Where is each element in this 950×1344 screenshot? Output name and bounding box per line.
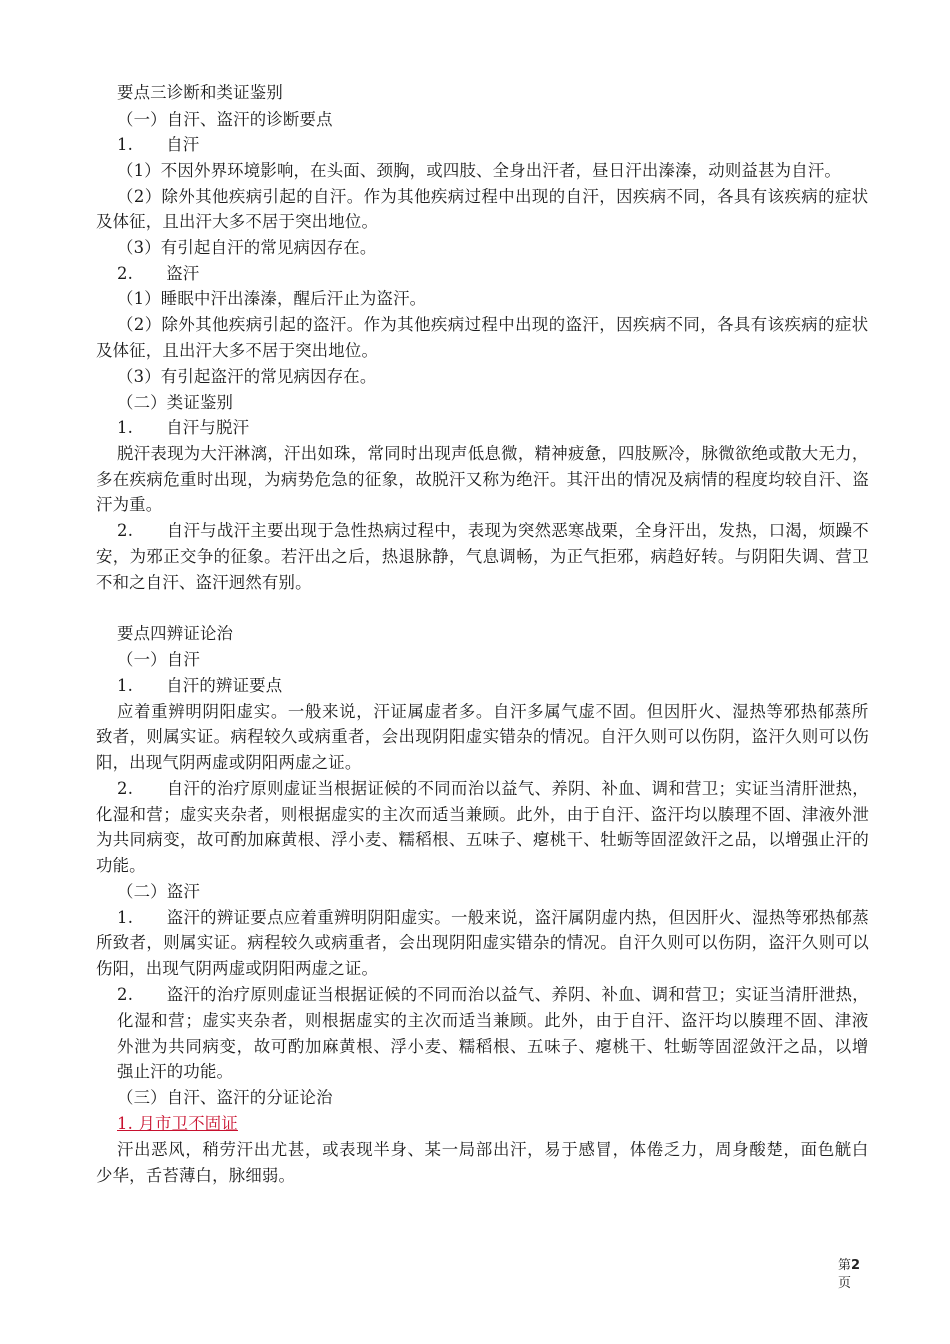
text-line: 及体征，且出汗大多不居于突出地位。 [96,341,379,360]
text-line: 所致者，则属实证。病程较久或病重者，会出现阴阳虚实错杂的情况。自汗久则可以伤阴，盗汗久则可以 [96,933,870,952]
text-line: （3）有引起自汗的常见病因存在。 [117,238,377,257]
text-line: 要点三诊断和类证鉴别 [117,83,283,102]
text-line: 化湿和营；虚实夹杂者，则根据虚实的主次而适当兼顾。此外，由于自汗、盗汗均以腠理不固、津液外泄 [96,805,870,824]
text-line: 1. 自汗的辨证要点 [117,676,283,695]
text-line: 为共同病变，故可酌加麻黄根、浮小麦、糯稻根、五味子、瘪桃干、牡蛎等固涩敛汗之品，以增强止汗的 [96,830,870,849]
text-line: 多在疾病危重时出现，为病势危急的征象，故脱汗又称为绝汗。其汗出的情况及病情的程度均较自汗、盗 [96,470,870,489]
text-line: （二）盗汗 [117,882,200,901]
text-line: 1. 自汗与脱汗 [117,418,250,437]
text-line: （2）除外其他疾病引起的盗汗。作为其他疾病过程中出现的盗汗，因疾病不同，各具有该疾病的症状 [117,315,869,334]
text-line: 1. 月市卫不固证 [117,1114,238,1133]
text-line: （2）除外其他疾病引起的自汗。作为其他疾病过程中出现的自汗，因疾病不同，各具有该疾病的症状 [117,187,869,206]
text-line: 功能。 [96,856,146,875]
text-line: 强止汗的功能。 [117,1062,234,1081]
text-line: 脱汗表现为大汗淋漓，汗出如珠，常同时出现声低息微，精神疲惫，四肢厥冷，脉微欲绝或散大无力， [117,444,869,463]
text-line: （1）不因外界环境影响，在头面、颈胸，或四肢、全身出汗者，昼日汗出溱溱，动则益甚为自汗。 [117,161,842,180]
text-line: 2. 自汗与战汗主要出现于急性热病过程中，表现为突然恶寒战栗，全身汗出，发热，口渴，烦躁不 [117,521,870,540]
text-line: 要点四辨证论治 [117,624,234,643]
text-line: 1. 自汗 [117,135,200,154]
text-line: 汗为重。 [96,495,163,514]
text-line: 应着重辨明阴阳虚实。一般来说，汗证属虚者多。自汗多属气虚不固。但因肝火、湿热等邪热郁蒸所 [117,702,869,721]
text-line: 2. 自汗的治疗原则虚证当根据证候的不同而治以益气、养阴、补血、调和营卫；实证当清肝泄热， [117,779,870,798]
text-line: （一）自汗、盗汗的诊断要点 [117,110,333,129]
text-line: 2. 盗汗的治疗原则虚证当根据证候的不同而治以益气、养阴、补血、调和营卫；实证当清肝泄热， [117,985,870,1004]
text-line: （三）自汗、盗汗的分证论治 [117,1088,333,1107]
page-number-suffix [838,1276,851,1292]
text-line: （一）自汗 [117,650,200,669]
text-line: 伤阳，出现气阴两虚或阴阳两虚之证。 [96,959,379,978]
text-line: 1. 盗汗的辨证要点应着重辨明阴阳虚实。一般来说，盗汗属阴虚内热，但因肝火、湿热等邪热郁蒸 [117,908,870,927]
text-line: 汗出恶风，稍劳汗出尤甚，或表现半身、某一局部出汗，易于感冒，体倦乏力，周身酸楚，面色觥白 [117,1140,869,1159]
page-number-suffix-text: 页 [838,1276,852,1291]
text-line: 阳，出现气阴两虚或阴阳两虚之证。 [96,753,362,772]
text-line: （3）有引起盗汗的常见病因存在。 [117,367,377,386]
text-line: 安，为邪正交争的征象。若汗出之后，热退脉静，气息调畅，为正气拒邪，病趋好转。与阴阳失调、营卫 [96,547,870,566]
text-line: 致者，则属实证。病程较久或病重者，会出现阴阳虚实错杂的情况。自汗久则可以伤阴，盗汗久则可以伤 [96,727,870,746]
text-line: （二）类证鉴别 [117,393,234,412]
text-line: 及体征，且出汗大多不居于突出地位。 [96,212,379,231]
text-line: 2. 盗汗 [117,264,200,283]
page-number-prefix: 第 [838,1258,852,1273]
text-line: 不和之自汗、盗汗迥然有别。 [96,573,312,592]
page-number-value: 2 [851,1258,861,1273]
page-number [838,1258,860,1274]
text-line: 外泄为共同病变，故可酌加麻黄根、浮小麦、糯稻根、五味子、瘪桃干、牡蛎等固涩敛汗之品，以增 [117,1037,869,1056]
text-line: 化湿和营；虚实夹杂者，则根据虚实的主次而适当兼顾。此外，由于自汗、盗汗均以腠理不固、津液 [117,1011,869,1030]
text-line: 少华，舌苔薄白，脉细弱。 [96,1166,296,1185]
text-line: （1）睡眠中汗出溱溱，醒后汗止为盗汗。 [117,289,427,308]
